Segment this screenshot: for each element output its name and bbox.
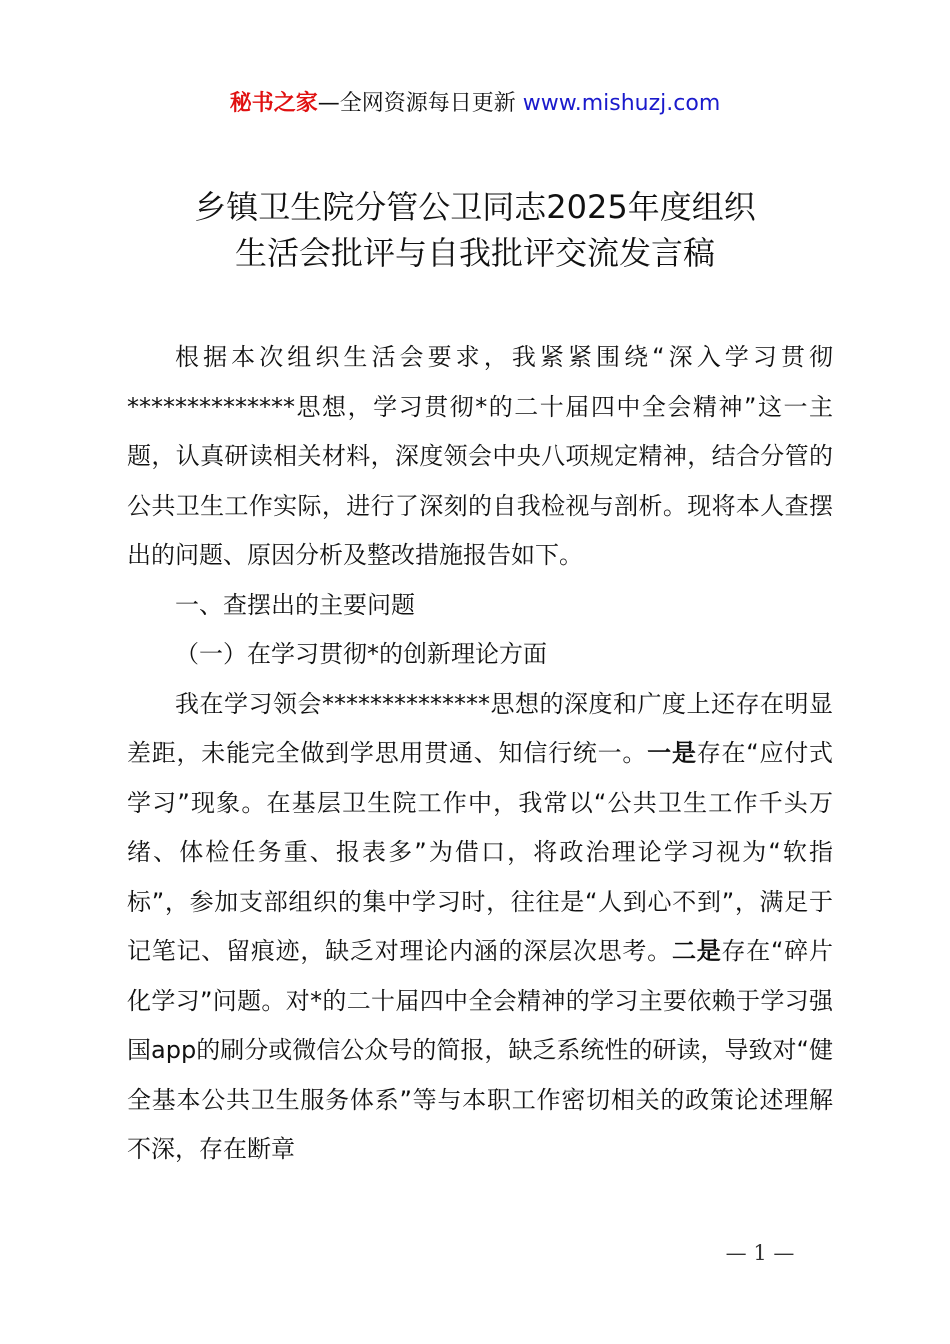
document-body (127, 333, 833, 1175)
document-title (40, 184, 910, 276)
site-banner (0, 88, 950, 120)
point-2-text: 存在“碎片化学习”问题。对*的二十届四中全会精神的学习主要依赖于学习强国app的刷分或微信公众号的简报，缺乏系统性的研读，导致对“健全基本公共卫生服务体系”等与本职工作密切相关的政策论述理解不深，存在断章 (127, 937, 834, 1163)
title-line-2: 生活会批评与自我批评交流发言稿 (234, 234, 715, 272)
title-line-1: 乡镇卫生院分管公卫同志2025年度组织 (194, 188, 756, 226)
banner-slogan: —全网资源每日更新 (317, 91, 516, 116)
page-number: — 1 — (725, 1241, 795, 1265)
section-heading-1: 一、查摆出的主要问题 (175, 590, 415, 619)
site-url-link[interactable]: www.mishuzj.com (522, 91, 721, 116)
subsection-heading-1: （一）在学习贯彻*的创新理论方面 (175, 640, 547, 668)
paragraph-lead: 我在学习领会**************思想的深度和广度上还存在明显差距，未能完全做到学思用贯通、知信行统一。 (127, 689, 833, 767)
brand-name: 秘书之家 (229, 91, 318, 116)
intro-paragraph: 根据本次组织生活会要求，我紧紧围绕“深入学习贯彻**************思想，学习贯彻*的二十届四中全会精神”这一主题，认真研读相关材料，深度领会中央八项规定精神，结合分管的公共卫生工作实际，进行了深刻的自我检视与剖析。现将本人查摆出的问题、原因分析及整改措施报告如下。 (127, 343, 833, 569)
point-1-text: 存在“应付式学习”现象。在基层卫生院工作中，我常以“公共卫生工作千头万绪、体检任务重、报表多”为借口，将政治理论学习视为“软指标”，参加支部组织的集中学习时，往往是“人到心不到”，满足于记笔记、留痕迹，缺乏对理论内涵的深层次思考。 (127, 739, 834, 965)
body-paragraph-1 (127, 680, 833, 1175)
point-2-label: 二是 (671, 937, 722, 965)
point-1-label: 一是 (647, 739, 697, 767)
